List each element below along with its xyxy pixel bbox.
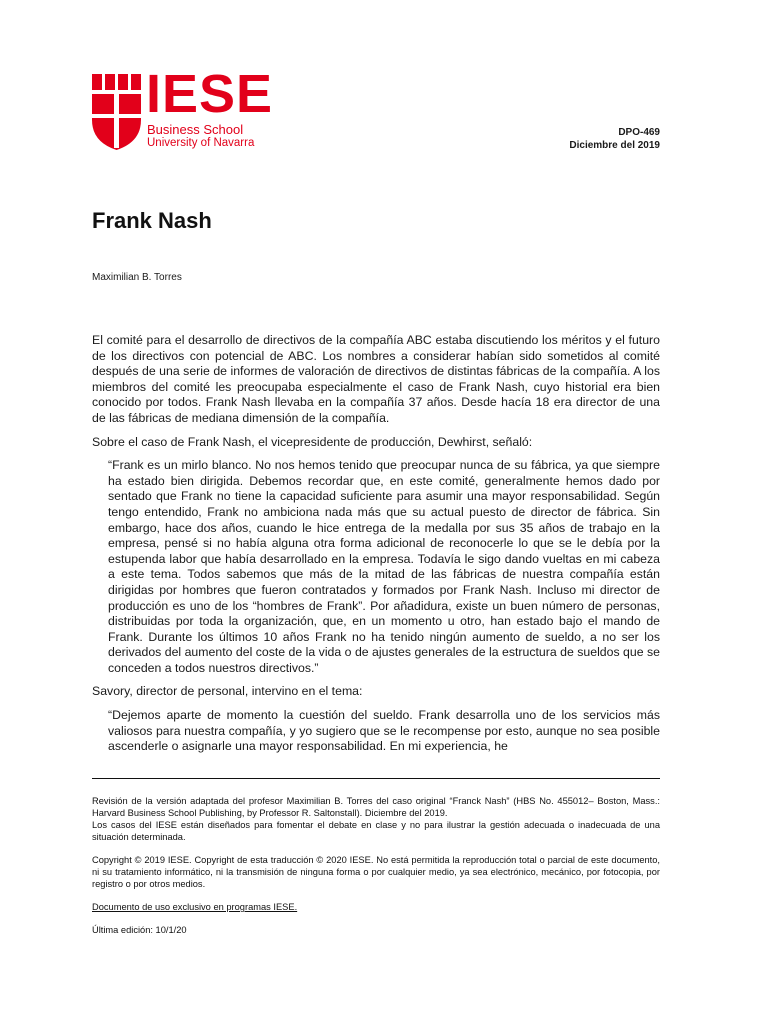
paragraph-intro: El comité para el desarrollo de directivos de la compañía ABC estaba discutiendo los méritos y el futuro de los directivos con potencial de ABC. Los nombres a considerar habían sido sometidos al comité después de una serie de informes de valoración de directivos de distintas fábricas de la compañía. A los miembros del comité les preocupaba especialmente el caso de Frank Nash, cuyo historial era bien conocido por todos. Frank Nash llevaba en la compañía 37 años. Desde hacía 18 era director de una de las fábricas de mediana dimensión de la compañía. — [92, 333, 660, 425]
footnote-copyright: Copyright © 2019 IESE. Copyright de esta traducción © 2020 IESE. No está permitida la reproducción total o parcial de este documento, ni su tratamiento informático, ni la transmisión de ninguna forma o por cualquier medio, ya sea electrónico, mecánico, por fotocopia, por registro o por otros medios. — [92, 855, 660, 889]
document-code: DPO-469 — [618, 127, 660, 138]
paragraph-dewhirst-intro: Sobre el caso de Frank Nash, el vicepresidente de producción, Dewhirst, señaló: — [92, 434, 533, 449]
footnote-divider — [92, 778, 660, 779]
footnote-exclusive-use: Documento de uso exclusivo en programas IESE. — [92, 902, 298, 912]
quote-savory: “Dejemos aparte de momento la cuestión del sueldo. Frank desarrolla uno de los servicios más valiosos para nuestra compañía, y yo sugiero que se le recompense por esto, aunque no sea posible ascenderle o asignarle una mayor responsabilidad. En mi experiencia, he — [108, 708, 660, 754]
document-body — [92, 333, 660, 763]
footnote-purpose: Los casos del IESE están diseñados para fomentar el debate en clase y no para ilustrar la gestión adecuada o inadecuada de una situación determinada. — [92, 820, 660, 842]
author-name: Maximilian B. Torres — [92, 272, 182, 283]
footnote-last-edit: Última edición: 10/1/20 — [92, 925, 187, 935]
logo-wordmark: IESE — [146, 64, 274, 124]
document-date: Diciembre del 2019 — [569, 140, 660, 151]
quote-dewhirst: “Frank es un mirlo blanco. No nos hemos tenido que preocupar nunca de su fábrica, ya que siempre ha estado bien dirigida. Debemos recordar que, en este comité, generalmente hemos dado por sentado que Frank no tiene la capacidad suficiente para asumir una mayor responsabilidad. Según tengo entendido, Frank no ambiciona nada más que su actual puesto de director de fábrica. Sin embargo, hace dos años, cuando le hice entrega de la medalla por sus 35 años de trabajo en la empresa, pensé si no había alguna otra forma adicional de reconocerle lo que se le debía por la estupenda labor que había desarrollado en la empresa. Todavía le sigo dando vueltas en mi cabeza a este tema. Todos sabemos que más de la mitad de las fábricas de nuestra compañía están dirigidas por hombres que fueron contratados y formados por Frank Nash. Incluso mi director de producción es uno de los “hombres de Frank”. Por añadidura, existe un buen número de personas, distribuidas por toda la organización, que, en un momento u otro, han estado bajo el mando de Frank. Durante los últimos 10 años Frank no ha tenido ningún aumento de sueldo, a no ser los derivados del aumento del coste de la vida o de ajustes generales de la estructura de sueldos que se conceden a todos nuestros directivos.” — [108, 458, 660, 675]
footnote-revision: Revisión de la versión adaptada del profesor Maximilian B. Torres del caso original “Franck Nash” (HBS No. 455012– Boston, Mass.: Harvard Business School Publishing, by Professor R. Saltonstall). Diciembre del 2019. — [92, 796, 660, 818]
document-meta — [569, 126, 660, 152]
logo-university: University of Navarra — [147, 137, 255, 149]
paragraph-savory-intro: Savory, director de personal, intervino en el tema: — [92, 684, 363, 699]
page-title: Frank Nash — [92, 208, 212, 233]
footnotes — [92, 795, 660, 947]
logo-business-school: Business School — [147, 122, 244, 137]
